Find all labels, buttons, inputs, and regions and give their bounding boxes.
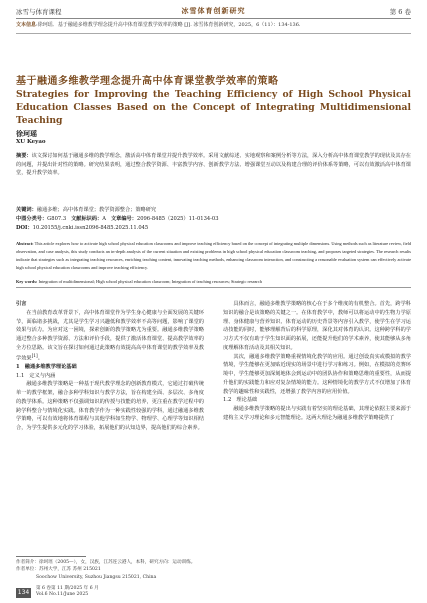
abstract-en-text: This article explores how to activate high school physical education classrooms and improve teaching efficiency based on the concept of integrating multiple dimensions. Using methods such as literature review, field observation, and case analysis, this study conducts an in-depth analysis of the current situation and existing problems in high school physical education classroom teaching, and proposes targeted strategies. The research results indicate that strategies such as integrating teaching resources, enriching teaching content, innovating teaching methods, enhancing classroom interaction, and constructing a reasonable evaluation system can effectively activate high school physical education classrooms and improve teaching efficiency. bbox=[16, 241, 411, 271]
citation bbox=[16, 22, 411, 29]
intro-text: 在当前教育改革背景下，高中体育课堂作为学生身心健康与全面发展的关键环节，面临诸多挑战，尤其是学生学习兴趣低和教学效率不高等问题，影响了课堂的效果与活力。为应对这一困境，探索创新的教学策略尤为重要。融通多维教学策略通过整合多种教学资源、方法和评价手段，提供了激活体育课堂、提高教学效率的全方位思路。该文旨在探讨如何通过此策略有效提高高中体育课堂的教学效率及教学效果 bbox=[16, 309, 204, 362]
keywords-english bbox=[16, 279, 411, 284]
citation-rule bbox=[16, 33, 411, 34]
title-chinese: 基于融通多维教学理念提升高中体育课堂教学效率的策略 bbox=[16, 76, 279, 87]
doc-code-label: 文献标识码： bbox=[71, 216, 103, 222]
header-rule bbox=[16, 18, 411, 19]
situational-paragraph: 其次，融通多维教学策略重视情境化教学的应用。通过创设真实或模拟的教学情境，学生能够在更加贴近现实的场景中进行学习和练习。例如，在模拟的竞赛环境中，学生能够更加深刻地体会到运动中的团队协作和策略思维的重要性，从而提升他们的实践能力和应对复杂情境的能力。这种情境化的教学方式不仅增加了体育教学的趣味性和实践性，还增强了教学内容的应用价值。 bbox=[223, 353, 411, 395]
abstract-divider bbox=[16, 287, 411, 288]
running-header bbox=[0, 0, 427, 22]
doi-label: DOI： bbox=[16, 224, 33, 231]
footnote bbox=[16, 559, 206, 581]
author-english: XU Keyao bbox=[16, 139, 46, 145]
article-id-label: 文章编号： bbox=[110, 216, 137, 222]
footnote-rule bbox=[16, 556, 86, 557]
author-bio: 作者简介：徐珂瑶（2005—），女，汉族，江苏连云港人，本科，研究方向：运动训练。 bbox=[16, 560, 196, 565]
clc-label: 中图分类号： bbox=[16, 216, 48, 222]
citation-text: :徐珂瑶．基于融通多维教学理念提升高中体育课堂教学效率的策略 [J]. 冰雪体育创新研究，2025，6（11）：134-136. bbox=[36, 22, 301, 28]
abstract-chinese bbox=[16, 152, 411, 178]
header-left: 冰雪与体育课程 bbox=[16, 8, 62, 16]
doc-code-value: A bbox=[102, 216, 106, 222]
intro-end: 。 bbox=[37, 355, 43, 362]
author-affiliation: 作者单位：苏州大学，江苏 苏州 215021 bbox=[16, 567, 101, 573]
doi-value: 10.20155/j.cnki.issn2096-8485.2025.11.045 bbox=[32, 224, 149, 231]
keywords-en-label: Key words: bbox=[16, 279, 38, 284]
article-meta bbox=[16, 215, 411, 232]
keywords-text: 融通多维；高中体育课堂；教学资源整合；策略研究 bbox=[36, 207, 157, 213]
keywords-label: 关键词： bbox=[16, 207, 37, 213]
definition-paragraph: 融通多维教学策略是一种基于现代教学理念的创新教育模式，它通过打破传统单一的教学框架，融合多种学科知识与教学方法，旨在构建全面、多层次、多角度的教学体系。这种策略不仅强调知识的传授与技能的培养，更注重在教学过程中的跨学科整合与情境化实践。体育教学作为一种实践性较强的学科，通过融通多维教学策略，可以有效地将体育课程与其他学科如生物学、物理学、心理学等知识相结合，为学生提供多元化的学习体验，拓展他们的认知边界，提高他们的综合素养。 bbox=[16, 381, 204, 432]
article-id-value: 2096-8485（2025）11-0134-03 bbox=[136, 216, 219, 222]
issue-info bbox=[36, 586, 99, 599]
subsection-heading-1-2: 1.2 理论基础 bbox=[223, 397, 258, 404]
section-heading-1: 1 融通多维教学理论基础 bbox=[16, 363, 77, 370]
clc-value: G807.3 bbox=[47, 216, 67, 222]
intro-paragraph bbox=[16, 309, 204, 363]
author-affiliation-english: Soochow University, Suzhou Jiangsu 215021, China bbox=[36, 574, 157, 580]
header-journal-name: 冰雪体育创新研究 bbox=[181, 6, 246, 15]
abstract-text: 该文探讨如何基于融通多维的教学理念，激活高中体育课堂并提升教学效率。采用文献综述、实地观察和案例分析等方法，深入分析高中体育课堂教学的现状及其存在的问题，并提出针对性的策略。研究结果表明，通过整合教学资源、丰富教学内容、创新教学方法、增强课堂互动以及构建合理的评价体系等策略，可以有效激活高中体育课堂，提升教学效率。 bbox=[16, 153, 411, 177]
keywords-en-text: Integration of multidimensional; High school physical education classroom; Integration of teaching resources; Strategic research bbox=[38, 279, 262, 284]
intro-heading: 引言 bbox=[16, 301, 27, 307]
header-volume: 第 6 卷 bbox=[389, 8, 411, 16]
body-column-left bbox=[16, 300, 204, 433]
body-column-right bbox=[223, 300, 411, 423]
title-english: Strategies for Improving the Teaching Efficiency of High School Physical Education Classes Based on the Concept of Integrating Multidimensional Teaching bbox=[16, 89, 411, 126]
author-chinese: 徐珂瑶 bbox=[16, 129, 37, 138]
citation-label: 文本信息 bbox=[16, 22, 37, 28]
page-number: 134 bbox=[17, 589, 30, 596]
subsection-heading-1-1: 1.1 定义与内涵 bbox=[16, 372, 56, 379]
theory-paragraph: 融通多维教学策略的提出与实践有着坚实的理论基础，其理论依据主要来源于建构主义学习理论和多元智能理论。这两大理论为融通多维教学策略提供了 bbox=[223, 406, 411, 421]
abstract-english bbox=[16, 240, 411, 272]
abstract-en-label: Abstract: bbox=[16, 241, 34, 246]
abstract-label: 摘要： bbox=[16, 153, 32, 159]
issue-en: Vol.6 No.11/June 2025 bbox=[36, 592, 89, 598]
issue-cn: 第 6 卷第 11 期/2025 年 6 月 bbox=[36, 586, 99, 591]
integration-paragraph: 具体而言，融通多维教学策略的核心在于多个维度的有机整合。首先，跨学科知识的融合是该策略的关键之一。在体育教学中，教师可以将运动中的生物力学原理、身体健康与营养知识、体育运动的历史背景等内容引入教学，使学生在学习运动技能的同时，能够理解背后的科学原理，深化其对体育的认识。这种跨学科的学习方式不仅有助于学生知识面的拓展，还能提升他们的学术素养，使其能够从多角度理解体育活动及其相关知识。 bbox=[223, 301, 411, 351]
keywords-chinese bbox=[16, 206, 411, 214]
intro-reference: [1] bbox=[31, 353, 38, 359]
